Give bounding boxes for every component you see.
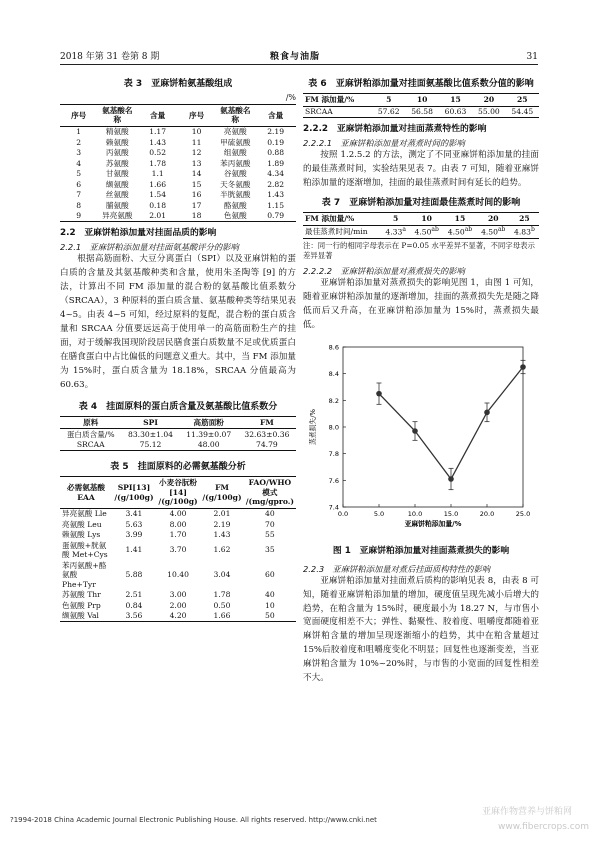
y-tick-label: 7.8 [328,450,339,459]
table3-row [60,148,296,158]
table4-row-cell: 32.63±0.36 [244,429,290,439]
table3-row-cell: 5 [76,169,82,179]
x-tick-label: 0.0 [337,510,349,519]
y-tick-label: 7.6 [328,477,339,486]
table3-header: 氨基酸名称 [215,104,255,126]
table5-row-cell: 2.51 [125,590,143,600]
table3-row-cell: 半胱氨酸 [220,190,251,200]
table5-row-cell: 3.56 [125,611,143,621]
table3-row-cell: 苏氨酸 [105,158,129,168]
table3-row-cell: 18 [191,211,202,221]
table3-row-cell: 天冬氨酸 [220,179,251,189]
section-2-2-3-paragraph: 亚麻饼粕添加量对挂面煮后质构的影响见表 8，由表 8 可知，随着亚麻饼粕添加量的增加，硬度值呈现先减小后增大的趋势，在粕含量为 15%时，硬度最小为 18.27 N，与市售小宽面硬度相差不大；弹性、黏聚性、胶着度、咀嚼度都随着亚麻饼粕含量的增加呈现逐渐缩小的趋势，其中在粕含量超过 15%后胶着度和咀嚼度变化不明显；回复性也逐渐变差，当亚麻饼粕含量为 10%~20%时，与市售的小宽面的回复性相差不大。 [303,575,539,684]
table3-row [60,200,296,210]
table3-row-cell: 4 [76,158,82,168]
table4-caption: 表 4 挂面原料的蛋白质含量及氨基酸比值系数分 [78,401,278,412]
table3-row-cell: 17 [191,200,202,210]
table7-header: FM 添加量/% [303,213,381,225]
copyright-footer: ?1994-2018 China Academic Journal Electronic Publishing House. All rights reserved. http://www.cnki.net [10,816,377,824]
table3-row-cell: 甘氨酸 [105,169,129,179]
watermark-url: www.fibercrops.com [498,822,589,832]
table5-row-cell: 60 [265,570,275,580]
table3-row-cell: 缬氨酸 [105,179,129,189]
table4 [60,416,296,451]
table4-header: FM [238,416,296,428]
table6-row-cell: 55.00 [478,107,500,117]
table5-header: 必需氨基酸 EAA [60,477,112,508]
y-tick-label: 8.6 [328,343,339,352]
data-point [448,476,454,482]
table7-header: 15 [443,213,476,225]
table5-row-cell: 1.66 [213,611,231,621]
table5-row [60,590,296,600]
table5-row-cell: 4.20 [169,611,187,621]
table4-row-cell: SRCAA [76,440,105,450]
table5-row-cell: 色氨酸 Prp [62,600,101,610]
table6-header: 5 [372,94,405,106]
table3-row [60,158,296,168]
x-tick-label: 20.0 [479,510,495,519]
table3-row-cell: 1.15 [267,200,285,210]
table5-row-cell: 异亮氨酸 Lle [62,509,107,519]
table6-header: 15 [439,94,472,106]
table7-row-cell: 4.33$^a$ [385,226,406,237]
y-tick-label: 7.4 [328,503,339,512]
table3-row-cell: 11 [191,137,202,147]
section-2-2-2-2-paragraph: 亚麻饼粕添加量对蒸煮损失的影响见图 1，由图 1 可知，随着亚麻饼粕添加量的逐渐增加，挂面的蒸煮损失先是随之降低而后又升高，在亚麻饼粕添加量为 15%时，蒸煮损失最低。 [303,278,539,331]
table3-row [60,179,296,189]
table3-row [60,169,296,179]
table6-row [303,106,539,117]
table7-row-cell: 4.50$^{ab}$ [447,226,473,237]
section-2-2-1-paragraph: 根据高筋面粉、大豆分离蛋白（SPI）以及亚麻饼粕的蛋白质的含量及其氨基酸种类和含量，使用朱圣陶等 [9] 的方法，计算出不同 FM 添加量的混合粉的氨基酸比值系数分（SRCAA），3 种原料的蛋白质含量、氨基酸种类等结果见表 4~5。由表 4~5 可知，经过原料的复配，混合粉的蛋白质含量和 SRCAA 分值要远远高于使用单一的高筋面粉生产的挂面，对于缓解我国现阶段居民膳食蛋白质数量不足或优质蛋白在膳食蛋白中占比偏低的问题意义重大。其中，当 FM 添加量为 15%时，蛋白质含量为 18.18%，SRCAA 分值最高为 60.63。 [60,254,296,390]
data-point [484,410,490,416]
table5-row-cell: 2.01 [213,509,231,519]
table3-header: 序号 [178,104,215,126]
table4-row-cell: 11.39±0.07 [186,429,232,439]
header-issue: 2018 年第 31 卷第 8 期 [60,52,160,62]
table6-row-cell: 60.63 [444,107,467,117]
table5-header: FM /(g/100g) [200,477,244,508]
significance-letter: ab [464,226,473,234]
table7-caption: 表 7 亚麻饼粕添加量对挂面最佳蒸煮时间的影响 [321,197,521,208]
table7-header: 25 [510,213,539,225]
section-2-2-title: 2.2 亚麻饼粕添加量对挂面品质的影响 [60,228,217,239]
table3-row-cell: 10 [191,127,202,137]
table7-row [303,225,539,238]
table3-caption: 表 3 亚麻饼粕氨基酸组成 [123,79,233,89]
table5-row [60,508,296,519]
header-page-number: 31 [526,52,538,62]
table6-header: 25 [506,94,539,106]
table5-row-cell: 苏氨酸 Thr [62,590,101,600]
table5-row-cell: 10 [265,600,275,610]
table5-row-cell: 35 [265,545,275,555]
table5-row [60,530,296,540]
table5-row-cell: 1.41 [125,545,143,555]
table3-row-cell: 8 [76,200,82,210]
table3-row-cell: 1.43 [149,137,167,147]
table3-row-cell: 0.18 [149,200,167,210]
table6-header: 20 [472,94,505,106]
table3-row-cell: 1.1 [151,169,164,179]
table5-row-cell: 亮氨酸 Leu [62,519,102,529]
section-2-2-2-title: 2.2.2 亚麻饼粕添加量对挂面蒸煮特性的影响 [303,124,487,135]
table4-row-cell: 48.00 [197,440,220,450]
figure-1-caption: 图 1 亚麻饼粕添加量对挂面蒸煮损失的影响 [332,545,510,556]
table5-row-cell: 2.00 [169,600,187,610]
table3-row-cell: 0.19 [267,137,285,147]
table5-row [60,611,296,622]
table4-row [60,429,296,440]
table3-row-cell: 1.78 [149,158,167,168]
table3-row-cell: 色氨酸 [223,211,247,221]
running-header [60,51,538,65]
table5-row-cell: 4.00 [169,509,187,519]
table3-row-cell: 3 [76,148,82,158]
table5-row-cell: 1.70 [169,530,187,540]
table3-row-cell: 1.43 [267,190,285,200]
table5-row-cell: 0.50 [213,600,231,610]
table6-row-cell: 54.45 [511,107,534,117]
table5-row-cell: 3.00 [169,590,187,600]
table3-row-cell: 组氨酸 [223,148,247,158]
table5-caption: 表 5 挂面原料的必需氨基酸分析 [110,462,246,473]
table3-row-cell: 谷氨酸 [223,169,247,179]
section-2-2-1-title: 2.2.1 亚麻饼粕添加量对挂面氨基酸评分的影响 [60,242,239,253]
table3-row-cell: 苯丙氨酸 [220,158,251,168]
table5 [60,476,296,622]
table6-row-cell: 57.62 [377,107,400,117]
significance-letter: a [402,226,406,234]
data-point [520,364,526,370]
table3-header: 含量 [255,104,296,126]
section-2-2-2-1-title: 2.2.2.1 亚麻饼粕添加量对蒸煮时间的影响 [303,137,465,148]
table3-row-cell: 0.79 [267,211,285,221]
table5-header: FAO/WHO 模式 /(mg/gpro.) [245,478,295,507]
table4-row [60,440,296,451]
table4-row-cell: 蛋白质含量/% [66,429,115,439]
section-2-2-3-title: 2.2.3 亚麻饼粕添加量对煮后挂面质构特性的影响 [303,563,491,574]
table5-row-cell: 40 [265,509,275,519]
cooking-loss-chart [303,339,539,539]
header-journal: 粮食与油脂 [270,52,321,62]
table5-row-cell: 3.41 [125,509,143,519]
table5-row-cell: 8.00 [169,519,187,529]
table5-row-cell: 赖氨酸 Lys [62,530,101,540]
table5-row [60,560,296,589]
table7 [303,212,539,239]
table3-row-cell: 0.52 [149,148,167,158]
table3-row-cell: 精氨酸 [105,127,129,137]
table5-header: SPI[13] /(g/100g) [112,477,156,508]
table3-row-cell: 7 [76,190,82,200]
table5-row-cell: 10.40 [167,570,189,580]
table3-row-cell: 1.66 [149,179,167,189]
significance-letter: ab [431,226,439,234]
table5-row-cell: 40 [265,590,275,600]
table5-row-cell: 3.04 [213,570,231,580]
table7-row-cell: 4.50$^{ab}$ [481,226,506,237]
table5-row-cell: 5.88 [125,570,143,580]
table3-header: 含量 [137,104,178,126]
table3-row-cell: 9 [76,211,82,221]
table4-row-cell: 83.30±1.04 [128,429,174,439]
table5-row-cell: 缬氨酸 Val [62,611,99,621]
watermark-title: 亚麻作物营养与饼粕网 [482,807,573,817]
table4-header: SPI [121,416,179,428]
table6 [303,93,539,118]
x-axis-label: 亚麻饼粕添加量/% [404,520,462,529]
y-tick-label: 8.0 [328,423,339,432]
table7-header: 10 [410,213,443,225]
table3-row-cell: 16 [191,190,202,200]
table3-header: 序号 [60,104,97,126]
table3-unit: /% [285,93,296,103]
table3-row-cell: 异亮氨酸 [102,211,133,221]
table3-row-cell: 13 [191,158,202,168]
table3-row-cell: 14 [191,169,202,179]
data-point [376,391,382,397]
table7-header: 5 [381,213,410,225]
table7-row-cell: 4.83$^b$ [514,226,535,237]
table3-row-cell: 2.19 [267,127,285,137]
table3-row-cell: 1.89 [267,158,285,168]
table3-row [60,211,296,222]
y-axis-label: 蒸煮损失/% [309,409,317,446]
table3-row-cell: 酪氨酸 [223,200,247,210]
table3-row-cell: 4.34 [267,169,285,179]
table3-row-cell: 丙氨酸 [105,148,129,158]
table3-row-cell: 0.88 [267,148,285,158]
x-tick-label: 10.0 [407,510,423,519]
section-2-2-2-2-title: 2.2.2.2 亚麻饼粕添加量对蒸煮损失的影响 [303,266,465,277]
table6-caption: 表 6 亚麻饼粕添加量对挂面氨基酸比值系数分值的影响 [308,79,534,89]
table3-row-cell: 1 [76,127,82,137]
table3-row-cell: 赖氨酸 [105,137,129,147]
table6-row-cell: 56.58 [411,107,433,117]
table5-row-cell: 3.70 [169,545,187,555]
table5-row-cell: 0.84 [125,600,143,610]
series-line [379,367,523,479]
data-point [412,428,418,434]
plot-frame [343,347,523,507]
table4-header: 原料 [60,416,121,428]
table3-row-cell: 2 [76,137,82,147]
table3-row-cell: 2.01 [149,211,167,221]
table5-header: 小麦谷朊粉[14] /(g/100g) [156,477,200,508]
table3-row-cell: 脯氨酸 [105,200,129,210]
x-tick-label: 15.0 [443,510,459,519]
section-2-2-2-1-paragraph: 按照 1.2.5.2 的方法，测定了不同亚麻饼粕添加量的挂面的最佳蒸煮时间，实验结果见表 7。由表 7 可知，随着亚麻饼粕添加量的逐渐增加，挂面的最佳蒸煮时间有延长的趋势。 [303,150,539,189]
table5-row-cell: 50 [265,611,275,621]
table5-row-cell: 70 [265,519,275,529]
table4-header: 高筋面粉 [180,416,238,428]
figure-1 [303,339,539,557]
table3 [60,104,296,222]
table3-row-cell: 亮氨酸 [223,127,247,137]
table6-header: 10 [405,94,438,106]
significance-letter: ab [497,226,506,234]
table3-row-cell: 6 [76,179,82,189]
table3-row-cell: 1.54 [149,190,167,200]
table5-row-cell: 2.19 [213,519,231,529]
table5-row-cell: 蛋氨酸+胱氨酸 Met+Cys [62,540,108,560]
table4-row-cell: 75.12 [139,440,162,450]
table4-row-cell: 74.79 [256,440,278,450]
left-column [60,78,296,622]
y-tick-label: 8.4 [328,370,339,379]
table7-row-cell: 最佳蒸煮时间/min [305,226,368,236]
x-tick-label: 5.0 [373,510,385,519]
table5-row [60,519,296,529]
table7-row-cell: 4.50$^{ab}$ [414,226,439,237]
table6-row-cell: SRCAA [305,107,333,117]
table3-row [60,190,296,200]
table3-row [60,137,296,147]
table3-header: 氨基酸名称 [97,104,137,126]
table5-row-cell: 1.78 [213,590,231,600]
table7-note: 注：同一行的相同字母表示在 P=0.05 水平差异不显著，不同字母表示差异显著 [303,240,535,260]
table3-row [60,126,296,137]
table3-row-cell: 1.17 [149,127,167,137]
table3-row-cell: 12 [191,148,202,158]
table5-row [60,540,296,560]
significance-letter: b [530,226,535,234]
table5-row-cell: 1.62 [213,545,231,555]
table3-row-cell: 15 [191,179,202,189]
table5-row [60,600,296,610]
y-tick-label: 8.2 [328,397,339,406]
table3-row-cell: 甲硫氨酸 [220,137,251,147]
table6-header: FM 添加量/% [303,94,372,106]
table7-header: 20 [477,213,510,225]
table5-row-cell: 苯丙氨酸+酪氨酸 Phe+Tyr [62,560,107,589]
table5-row-cell: 1.43 [213,530,231,540]
x-tick-label: 25.0 [515,510,531,519]
table5-row-cell: 55 [265,530,275,540]
table3-row-cell: 丝氨酸 [105,190,129,200]
table5-row-cell: 3.99 [125,530,143,540]
table3-row-cell: 2.82 [267,179,285,189]
right-column [303,78,539,686]
table5-row-cell: 5.63 [125,519,143,529]
